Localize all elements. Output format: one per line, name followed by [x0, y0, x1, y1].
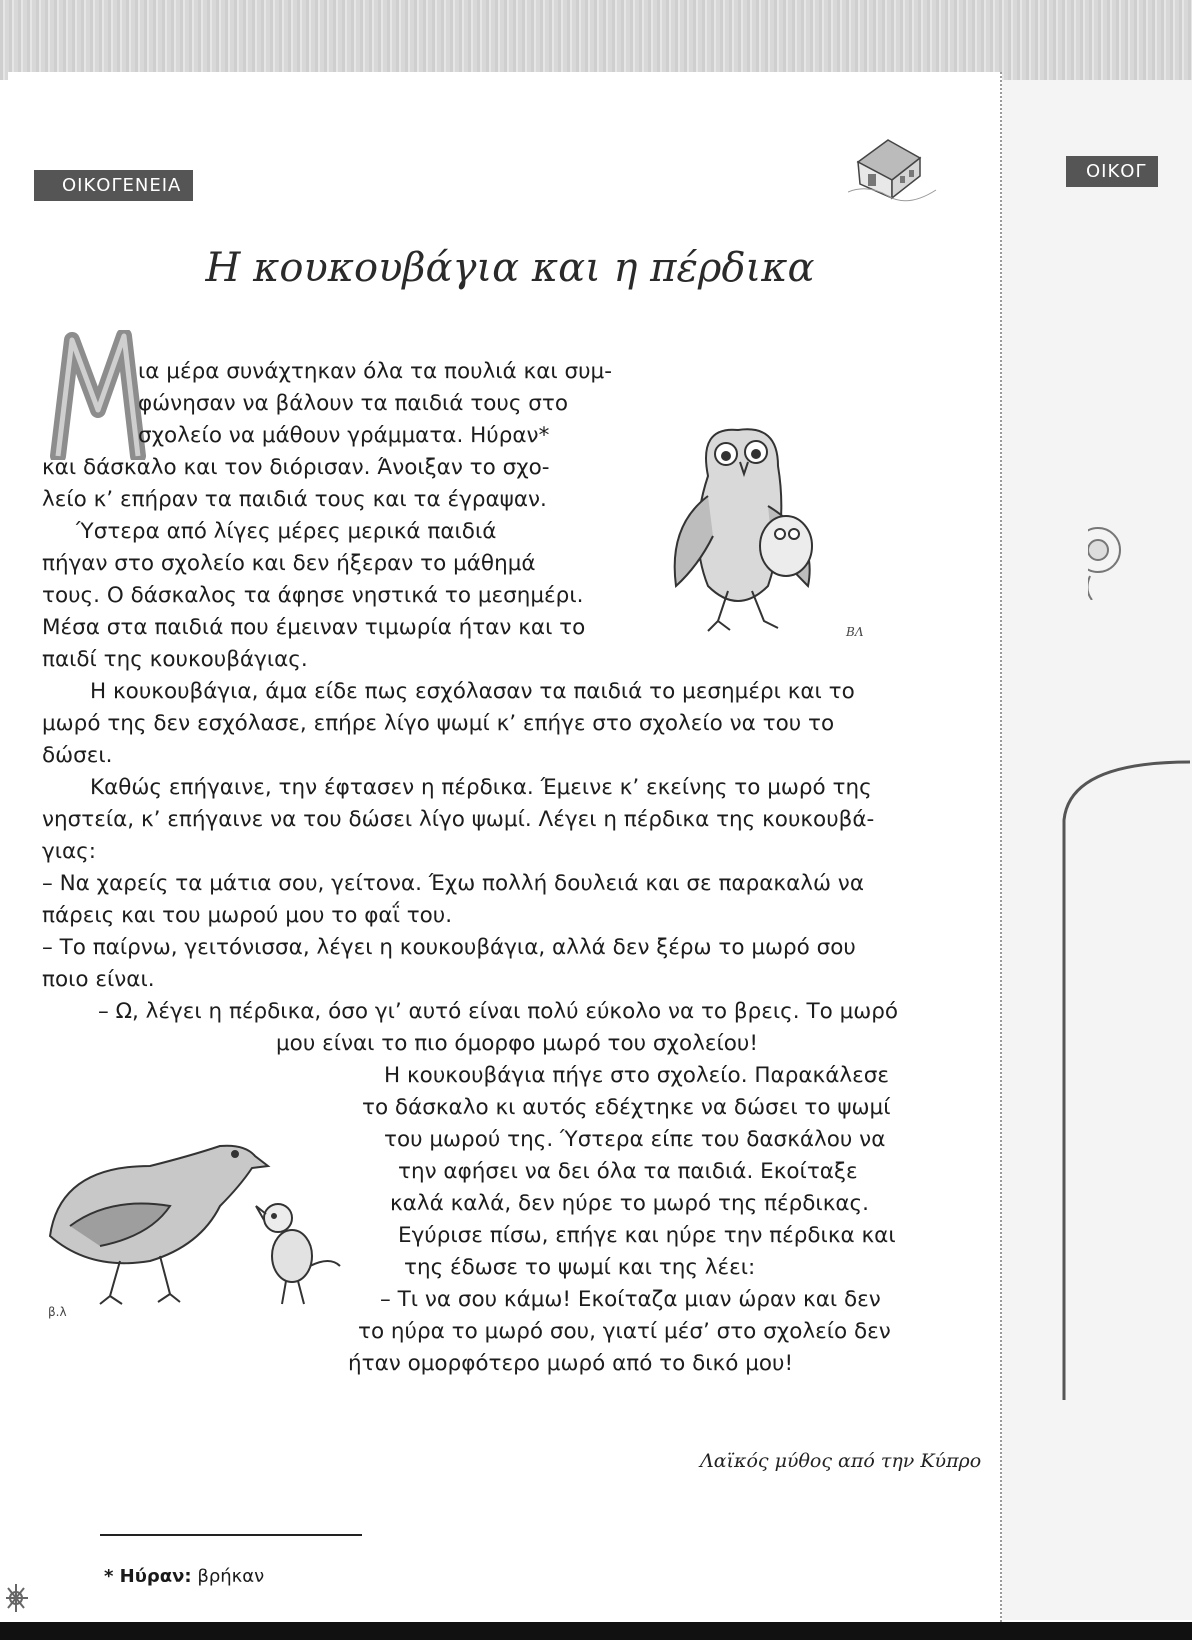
partridge-signature: β.λ: [48, 1305, 67, 1319]
story-source: Λαϊκός μύθος από την Κύπρο: [700, 1450, 982, 1472]
text-line: – Να χαρείς τα μάτια σου, γείτονα. Έχω πολλή δουλειά και σε παρακαλώ να: [42, 871, 864, 896]
text-line: της έδωσε το ψωμί και της λέει:: [404, 1255, 756, 1280]
footnote-term: * Ηύραν:: [104, 1566, 192, 1587]
text-line: το ηύρα το μωρό σου, γιατί μέσ’ στο σχολείο δεν: [358, 1319, 891, 1344]
text-line: πάρεις και του μωρού μου το φαΐ του.: [42, 903, 453, 928]
story-title: Η κουκουβάγια και η πέρδικα: [205, 245, 815, 291]
text-line: πήγαν στο σχολείο και δεν ήξεραν το μάθημά: [42, 551, 536, 576]
text-line: – Τι να σου κάμω! Εκοίταζα μιαν ώραν και δεν: [380, 1287, 881, 1312]
text-line: – Ω, λέγει η πέρδικα, όσο γι’ αυτό είναι πολύ εύκολο να το βρεις. Το μωρό: [98, 999, 899, 1024]
owl-illustration: [668, 416, 868, 656]
text-line: του μωρού της. Ύστερα είπε του δασκάλου να: [384, 1127, 886, 1152]
flower-icon: [1088, 520, 1148, 600]
text-line: νηστεία, κ’ επήγαινε να του δώσει λίγο ψωμί. Λέγει η πέρδικα της κουκουβά-: [42, 807, 875, 832]
text-line: Η κουκουβάγια πήγε στο σχολείο. Παρακάλεσε: [384, 1063, 889, 1088]
text-line: παιδί της κουκουβάγιας.: [42, 647, 308, 672]
text-line: Μέσα στα παιδιά που έμειναν τιμωρία ήταν και το: [42, 615, 586, 640]
text-line: τους. Ο δάσκαλος τα άφησε νηστικά το μεσημέρι.: [42, 583, 584, 608]
text-line: την αφήσει να δει όλα τα παιδιά. Εκοίταξε: [398, 1159, 858, 1184]
text-line: το δάσκαλο κι αυτός εδέχτηκε να δώσει το ψωμί: [362, 1095, 891, 1120]
footnote: [104, 1566, 264, 1587]
text-line: Εγύρισε πίσω, επήγε και ηύρε την πέρδικα και: [398, 1223, 896, 1248]
footnote-rule: [100, 1534, 362, 1536]
partridge-illustration: [30, 1126, 350, 1326]
text-line: ια μέρα συνάχτηκαν όλα τα πουλιά και συμ-: [138, 359, 612, 384]
text-line: Ύστερα από λίγες μέρες μερικά παιδιά: [76, 519, 497, 544]
text-line: μωρό της δεν εσχόλασε, επήρε λίγο ψωμί κ’ επήγε στο σχολείο να του το: [42, 711, 835, 736]
text-line: γιας:: [42, 839, 97, 864]
text-line: δώσει.: [42, 743, 113, 768]
section-tag: ΟΙΚΟΓΕΝΕΙΑ: [34, 170, 193, 201]
text-line: λείο κ’ επήραν τα παιδιά τους και τα έγραψαν.: [42, 487, 547, 512]
text-line: Η κουκουβάγια, άμα είδε πως εσχόλασαν τα παιδιά το μεσημέρι και το: [90, 679, 855, 704]
corner-flower-icon: [6, 1576, 46, 1620]
text-line: σχολείο να μάθουν γράμματα. Ηύραν*: [138, 423, 550, 448]
text-line: καλά καλά, δεν ηύρε το μωρό της πέρδικας.: [390, 1191, 869, 1216]
text-line: – Το παίρνω, γειτόνισσα, λέγει η κουκουβάγια, αλλά δεν ξέρω το μωρό σου: [42, 935, 856, 960]
drop-cap-text: Μ: [50, 330, 51, 331]
text-line: φώνησαν να βάλουν τα παιδιά τους στο: [138, 391, 569, 416]
next-page-section-tag: ΟΙΚΟΓ: [1066, 156, 1158, 187]
owl-signature: ΒΛ: [846, 625, 864, 639]
text-line: ποιο είναι.: [42, 967, 155, 992]
text-line: ήταν ομορφότερο μωρό από το δικό μου!: [348, 1351, 794, 1376]
text-line: μου είναι το πιο όμορφο μωρό του σχολείου!: [276, 1031, 758, 1056]
next-page-frame: [1060, 760, 1190, 1400]
footnote-definition: βρήκαν: [197, 1566, 265, 1587]
text-line: και δάσκαλο και τον διόρισαν. Άνοιξαν το σχο-: [42, 455, 550, 480]
text-line: Καθώς επήγαινε, την έφτασεν η πέρδικα. Έμεινε κ’ εκείνης το μωρό της: [90, 775, 872, 800]
